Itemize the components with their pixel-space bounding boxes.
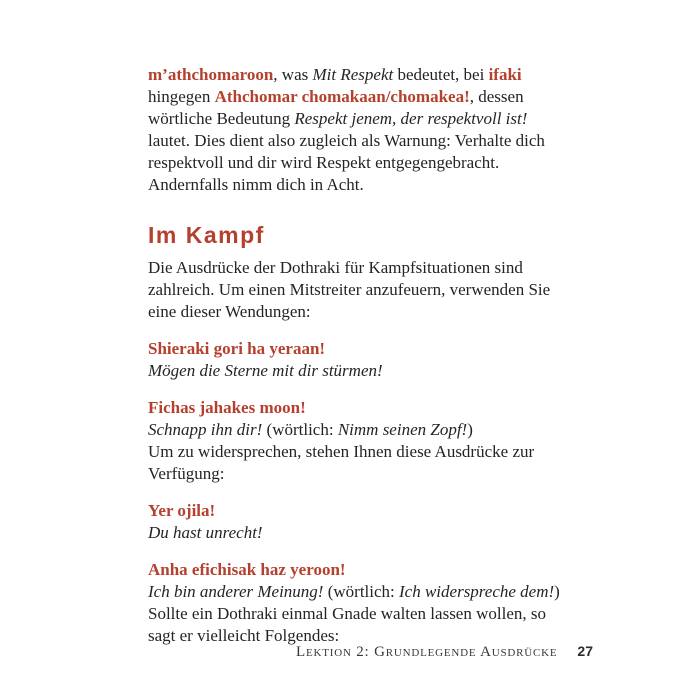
dothraki-phrase: Shieraki gori ha yeraan!	[148, 339, 326, 358]
section-intro-paragraph: Die Ausdrücke der Dothraki für Kampfsituationen sind zahlreich. Um einen Mitstreiter anzufeuern, verwenden Sie eine dieser Wendungen:	[148, 258, 551, 321]
phrase-translation: Schnapp ihn dir! (wörtlich: Nimm seinen Zopf!)	[148, 420, 473, 439]
phrase-block	[148, 559, 560, 603]
phrase-block	[148, 338, 560, 382]
section-heading: Im Kampf	[148, 222, 265, 248]
phrase-block	[148, 500, 560, 544]
footer-page-number: 27	[577, 643, 593, 659]
phrase-translation: Ich bin anderer Meinung! (wörtlich: Ich widerspreche dem!)	[148, 582, 560, 601]
phrase-translation: Du hast unrecht!	[148, 523, 263, 542]
phrase-translation: Mögen die Sterne mit dir stürmen!	[148, 361, 383, 380]
footer-chapter-caption: Lektion 2: Grundlegende Ausdrücke	[296, 644, 558, 660]
dothraki-phrase: Fichas jahakes moon!	[148, 398, 306, 417]
mid-paragraph: Um zu widersprechen, stehen Ihnen diese Ausdrücke zur Verfügung:	[148, 442, 535, 483]
dothraki-phrase: Yer ojila!	[148, 501, 216, 520]
closing-paragraph: Sollte ein Dothraki einmal Gnade walten lassen wollen, so sagt er vielleicht Folgendes:	[148, 604, 546, 645]
dothraki-phrase: Anha efichisak haz yeroon!	[148, 560, 346, 579]
page-content	[148, 64, 560, 647]
intro-paragraph: m’athchomaroon, was Mit Respekt bedeutet, bei ifaki hingegen Athchomar chomakaan/chomakea!, dessen wörtliche Bedeutung Respekt jenem, der respektvoll ist! lautet. Dies dient also zugleich als Warnung: Verhalte dich respektvoll und dir wird Respekt entgegengebracht. Andernfalls nimm dich in Acht.	[148, 65, 545, 194]
phrase-block	[148, 397, 560, 441]
page-footer	[148, 643, 593, 661]
